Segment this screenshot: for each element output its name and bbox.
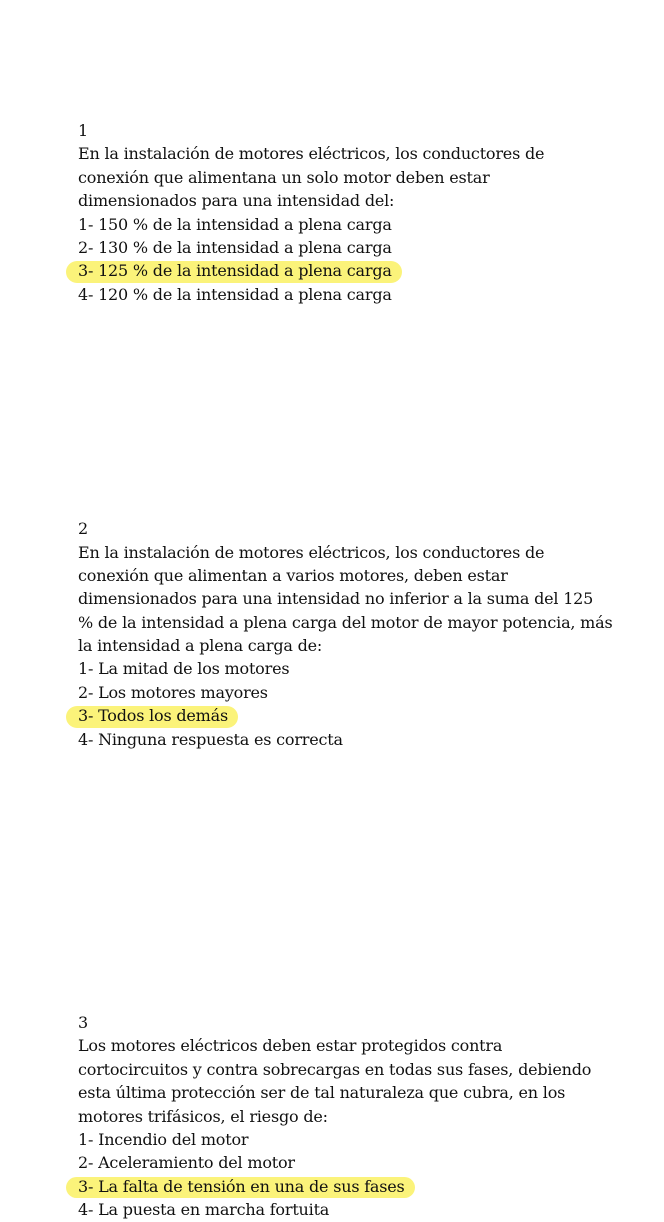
answer-option: 1- 150 % de la intensidad a plena carga [78, 214, 392, 234]
question-1 [78, 119, 638, 306]
question-number: 3 [78, 1013, 88, 1033]
question-stem-line: dimensionados para una intensidad del: [78, 191, 395, 211]
highlight-mark: 3- Todos los demás [78, 704, 228, 727]
answer-option-highlighted [78, 259, 638, 282]
question-stem-line: Los motores eléctricos deben estar protegidos contra [78, 1036, 503, 1056]
question-stem-line: conexión que alimentana un solo motor deben estar [78, 167, 490, 187]
question-stem-line: la intensidad a plena carga de: [78, 636, 323, 656]
question-stem-line: En la instalación de motores eléctricos, los conductores de [78, 542, 545, 562]
answer-option: 4- Ninguna respuesta es correcta [78, 729, 343, 749]
question-stem-line: motores trifásicos, el riesgo de: [78, 1106, 328, 1126]
answer-option-highlighted [78, 704, 638, 727]
answer-option: 1- La mitad de los motores [78, 659, 290, 679]
question-2 [78, 517, 638, 751]
answer-option: 1- Incendio del motor [78, 1129, 249, 1149]
question-stem-line: conexión que alimentan a varios motores, deben estar [78, 565, 508, 585]
answer-option: 2- 130 % de la intensidad a plena carga [78, 237, 392, 257]
question-stem-line: % de la intensidad a plena carga del motor de mayor potencia, más [78, 612, 613, 632]
question-number: 2 [78, 519, 88, 539]
question-stem-line: dimensionados para una intensidad no inferior a la suma del 125 [78, 589, 594, 609]
highlight-mark: 3- La falta de tensión en una de sus fases [78, 1175, 405, 1198]
answer-option: 2- Aceleramiento del motor [78, 1153, 295, 1173]
answer-option-highlighted [78, 1175, 638, 1198]
highlight-mark: 3- 125 % de la intensidad a plena carga [78, 259, 392, 282]
question-stem-line: En la instalación de motores eléctricos, los conductores de [78, 144, 545, 164]
answer-option: 2- Los motores mayores [78, 682, 268, 702]
question-3 [78, 1011, 638, 1222]
answer-option: 4- 120 % de la intensidad a plena carga [78, 284, 392, 304]
question-stem-line: cortocircuitos y contra sobrecargas en todas sus fases, debiendo [78, 1059, 592, 1079]
question-number: 1 [78, 121, 88, 140]
question-stem-line: esta última protección ser de tal naturaleza que cubra, en los [78, 1083, 566, 1103]
answer-option: 4- La puesta en marcha fortuita [78, 1200, 330, 1220]
